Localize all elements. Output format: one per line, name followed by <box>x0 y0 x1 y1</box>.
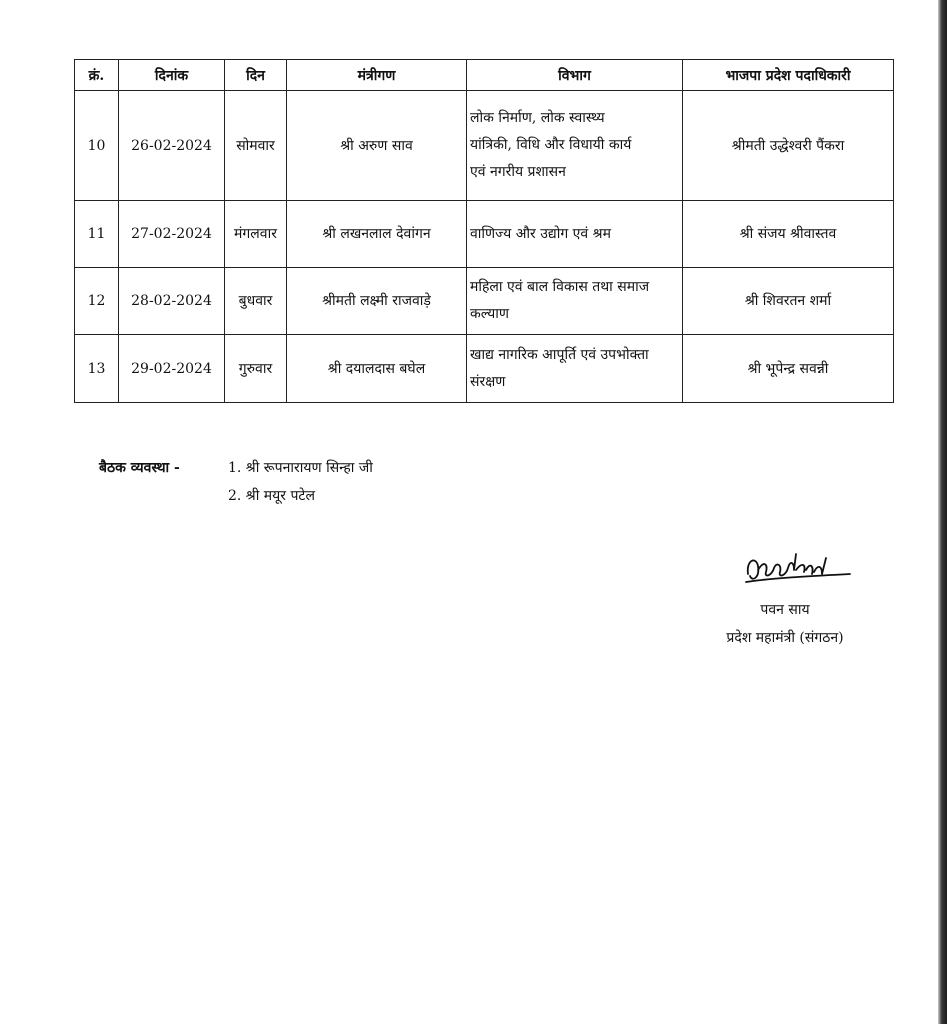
header-day: दिन <box>225 60 287 91</box>
cell-official: श्री शिवरतन शर्मा <box>683 268 894 335</box>
department-line: संरक्षण <box>470 373 506 390</box>
header-date: दिनांक <box>119 60 225 91</box>
table-row <box>75 268 894 335</box>
cell-minister: श्री लखनलाल देवांगन <box>287 201 467 268</box>
header-department: विभाग <box>467 60 683 91</box>
cell-serial: 11 <box>75 201 119 268</box>
table-row <box>75 91 894 201</box>
table-row <box>75 335 894 403</box>
cell-minister: श्री दयालदास बघेल <box>287 335 467 403</box>
department-line: वाणिज्य और उद्योग एवं श्रम <box>470 225 611 242</box>
cell-official: श्री भूपेन्द्र सवन्नी <box>683 335 894 403</box>
department-line: यांत्रिकी, विधि और विधायी कार्य <box>470 137 632 153</box>
department-line: खाद्य नागरिक आपूर्ति एवं उपभोक्ता <box>470 346 649 363</box>
cell-minister: श्रीमती लक्ष्मी राजवाड़े <box>287 268 467 335</box>
header-serial: क्रं. <box>75 60 119 91</box>
cell-minister: श्री अरुण साव <box>287 91 467 201</box>
header-minister: मंत्रीगण <box>287 60 467 91</box>
department-line: महिला एवं बाल विकास तथा समाज <box>470 279 650 295</box>
cell-department <box>467 201 683 268</box>
department-line: लोक निर्माण, लोक स्वास्थ्य <box>470 110 605 126</box>
department-line: एवं नगरीय प्रशासन <box>470 164 566 180</box>
cell-official: श्री संजय श्रीवास्तव <box>683 201 894 268</box>
cell-serial: 12 <box>75 268 119 335</box>
meeting-schedule-table <box>74 59 894 403</box>
cell-day: मंगलवार <box>225 201 287 268</box>
cell-department <box>467 91 683 201</box>
cell-date: 27-02-2024 <box>119 201 225 268</box>
page-edge <box>938 0 947 1024</box>
cell-department <box>467 335 683 403</box>
department-line: कल्याण <box>470 306 510 322</box>
table-row <box>75 201 894 268</box>
cell-serial: 10 <box>75 91 119 201</box>
cell-day: बुधवार <box>225 268 287 335</box>
signatory-name: पवन साय <box>760 602 810 618</box>
signatory-title: प्रदेश महामंत्री (संगठन) <box>726 630 844 646</box>
list-item: 1. श्री रूपनारायण सिन्हा जी <box>228 460 373 476</box>
cell-day: गुरुवार <box>225 335 287 403</box>
cell-day: सोमवार <box>225 91 287 201</box>
header-official: भाजपा प्रदेश पदाधिकारी <box>683 60 894 91</box>
cell-date: 29-02-2024 <box>119 335 225 403</box>
table-header-row <box>75 60 894 91</box>
cell-serial: 13 <box>75 335 119 403</box>
cell-date: 26-02-2024 <box>119 91 225 201</box>
meeting-arrangement-list <box>228 458 373 514</box>
meeting-arrangement-label: बैठक व्यवस्था - <box>99 460 180 476</box>
cell-official: श्रीमती उद्धेश्वरी पैंकरा <box>683 91 894 201</box>
list-item: 2. श्री मयूर पटेल <box>228 488 315 504</box>
cell-date: 28-02-2024 <box>119 268 225 335</box>
signature-icon <box>742 548 854 590</box>
cell-department <box>467 268 683 335</box>
